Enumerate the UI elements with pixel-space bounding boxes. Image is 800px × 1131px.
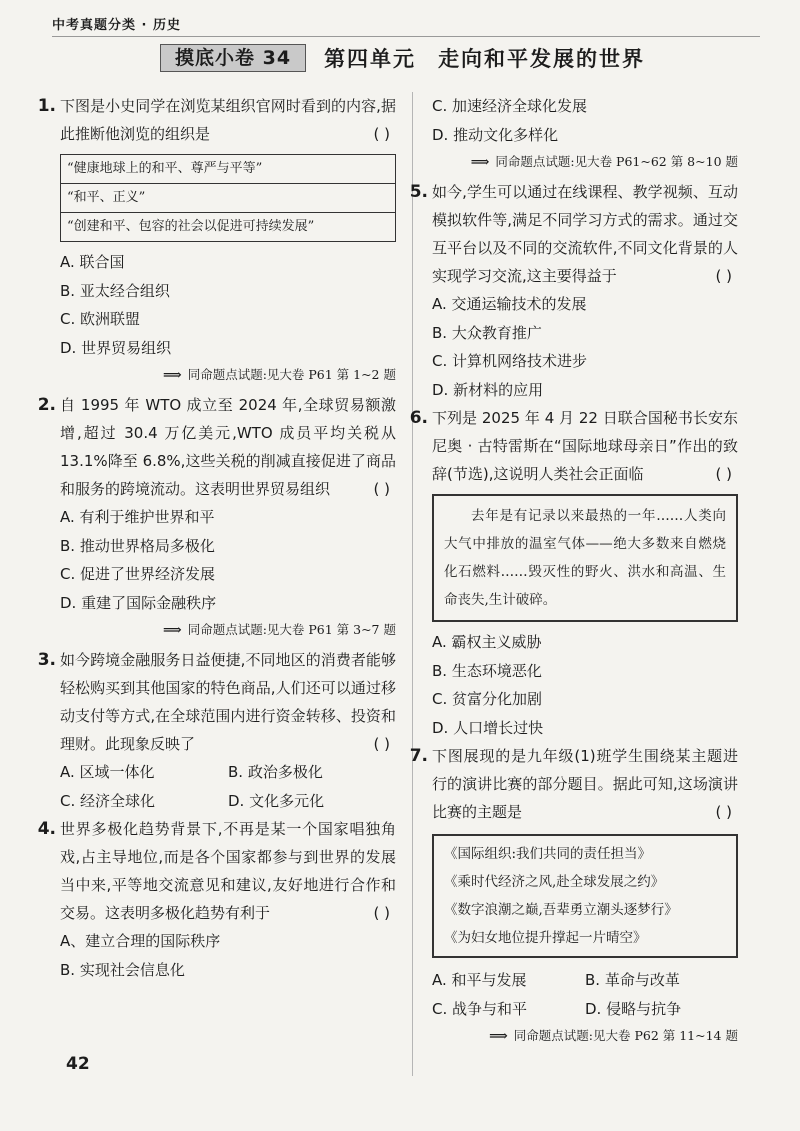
option-b: B. 政治多极化 — [228, 763, 323, 781]
question-4 — [37, 815, 396, 984]
answer-paren: ( ) — [373, 480, 390, 498]
speech-title: 《数字浪潮之巅,吾辈勇立潮头逐梦行》 — [444, 902, 678, 918]
speech-titles-box — [432, 834, 738, 958]
quote-row: “健康地球上的和平、尊严与平等” — [61, 155, 395, 184]
question-number: 4. — [37, 819, 56, 839]
option-c: C. 欧洲联盟 — [60, 310, 141, 328]
option-b: B. 亚太经合组织 — [60, 281, 170, 300]
option-d: D. 推动文化多样化 — [432, 125, 559, 144]
question-3 — [37, 646, 396, 815]
title-bar — [160, 44, 667, 72]
option-c: C. 贫富分化加剧 — [432, 690, 543, 708]
question-5 — [409, 178, 738, 404]
question-number: 1. — [37, 96, 56, 116]
quote-row: “和平、正义” — [61, 184, 395, 213]
option-a: A. 霸权主义威胁 — [432, 633, 542, 651]
speech-title: 《为妇女地位提升撑起一片晴空》 — [444, 930, 647, 946]
arrow-icon: ⟹ — [163, 368, 182, 383]
column-divider — [412, 92, 413, 1076]
left-column — [37, 92, 396, 984]
question-2 — [37, 391, 396, 642]
answer-paren: ( ) — [373, 125, 390, 143]
question-stem: 下图展现的是九年级(1)班学生围绕某主题进行的演讲比赛的部分题目。据此可知,这场演讲比赛的主题是 — [432, 747, 738, 821]
question-number: 6. — [409, 408, 428, 428]
option-a: A. 和平与发展 — [432, 971, 527, 989]
reference-text: 同命题点试题:见大卷 P61~62 第 8~10 题 — [495, 154, 738, 169]
option-b: B. 推动世界格局多极化 — [60, 536, 215, 555]
speech-excerpt: 去年是有记录以来最热的一年……人类向大气中排放的温室气体——绝大多数来自燃烧化石燃料……毁灭性的野火、洪水和高温、生命丧失,生计破碎。 — [432, 494, 738, 622]
question-number: 3. — [37, 650, 56, 670]
question-number: 5. — [409, 182, 428, 202]
arrow-icon: ⟹ — [470, 155, 490, 170]
option-b: B. 实现社会信息化 — [60, 960, 185, 979]
question-4-continued — [432, 92, 738, 174]
option-a: A、建立合理的国际秩序 — [60, 932, 221, 950]
question-stem: 如今跨境金融服务日益便捷,不同地区的消费者能够轻松购买到其他国家的特色商品,人们还可以通过移动支付等方式,在全球范围内进行资金转移、投资和理财。此现象反映了 — [60, 651, 396, 753]
option-a: A. 有利于维护世界和平 — [60, 508, 215, 526]
reference-note — [432, 151, 738, 174]
option-c: C. 加速经济全球化发展 — [432, 97, 588, 115]
quote-table — [60, 154, 396, 242]
option-b: B. 大众教育推广 — [432, 323, 542, 342]
option-d: D. 新材料的应用 — [432, 380, 544, 399]
arrow-icon: ⟹ — [163, 623, 182, 638]
option-a: A. 区域一体化 — [60, 763, 155, 781]
option-d: D. 人口增长过快 — [432, 718, 544, 737]
option-c: C. 战争与和平 — [432, 999, 528, 1018]
answer-paren: ( ) — [373, 904, 390, 922]
answer-paren: ( ) — [715, 465, 732, 483]
answer-paren: ( ) — [715, 803, 732, 821]
option-b: B. 革命与改革 — [585, 971, 680, 989]
question-7 — [409, 742, 738, 1048]
reference-text: 同命题点试题:见大卷 P61 第 1~2 题 — [187, 367, 396, 382]
question-stem: 下列是 2025 年 4 月 22 日联合国秘书长安东尼奥 · 古特雷斯在“国际地球母亲日”作出的致辞(节选),这说明人类社会正面临 — [432, 409, 738, 483]
quiz-tag: 摸底小卷 34 — [160, 44, 306, 72]
option-c: C. 经济全球化 — [60, 791, 156, 810]
option-d: D. 重建了国际金融秩序 — [60, 593, 217, 612]
option-a: A. 交通运输技术的发展 — [432, 295, 587, 313]
quote-row: “创建和平、包容的社会以促进可持续发展” — [67, 219, 315, 234]
option-d: D. 文化多元化 — [228, 791, 325, 810]
option-b: B. 生态环境恶化 — [432, 661, 542, 680]
reference-note — [60, 619, 396, 642]
question-stem: 世界多极化趋势背景下,不再是某一个国家唱独角戏,占主导地位,而是各个国家都参与到世界的发展当中来,平等地交流意见和建议,友好地进行合作和交易。这表明多极化趋势有利于 — [60, 820, 396, 922]
right-column — [409, 92, 738, 1052]
question-number: 2. — [37, 395, 56, 415]
header-rule — [52, 36, 760, 37]
arrow-icon: ⟹ — [489, 1029, 508, 1044]
option-c: C. 计算机网络技术进步 — [432, 352, 588, 370]
speech-title: 《国际组织:我们共同的责任担当》 — [444, 846, 652, 862]
option-d: D. 侵略与抗争 — [585, 999, 682, 1018]
reference-text: 同命题点试题:见大卷 P62 第 11~14 题 — [513, 1028, 738, 1043]
reference-text: 同命题点试题:见大卷 P61 第 3~7 题 — [187, 622, 396, 637]
option-a: A. 联合国 — [60, 253, 125, 271]
question-number: 7. — [409, 746, 428, 766]
question-6 — [409, 404, 738, 742]
reference-note — [60, 364, 396, 387]
question-stem: 自 1995 年 WTO 成立至 2024 年,全球贸易额激增,超过 30.4 万亿美元,WTO 成员平均关税从 13.1%降至 6.8%,这些关税的削减直接促进了商品和服务的跨境流动。这表明世界贸易组织 — [60, 396, 396, 498]
answer-paren: ( ) — [715, 267, 732, 285]
page-title — [324, 43, 667, 73]
option-d: D. 世界贸易组织 — [60, 338, 172, 357]
speech-title: 《乘时代经济之风,赴全球发展之约》 — [444, 874, 665, 890]
reference-note — [432, 1025, 738, 1048]
question-1 — [37, 92, 396, 387]
unit-topic: 走向和平发展的世界 — [438, 47, 646, 71]
page-number: 42 — [66, 1054, 90, 1074]
unit-label: 第四单元 — [324, 47, 417, 71]
question-stem: 下图是小史同学在浏览某组织官网时看到的内容,据此推断他浏览的组织是 — [60, 97, 396, 143]
option-c: C. 促进了世界经济发展 — [60, 565, 216, 583]
running-head: 中考真题分类 · 历史 — [52, 18, 181, 33]
question-stem: 如今,学生可以通过在线课程、教学视频、互动模拟软件等,满足不同学习方式的需求。通过交互平台以及不同的交流软件,不同文化背景的人实现学习交流,这主要得益于 — [432, 183, 738, 285]
answer-paren: ( ) — [373, 735, 390, 753]
